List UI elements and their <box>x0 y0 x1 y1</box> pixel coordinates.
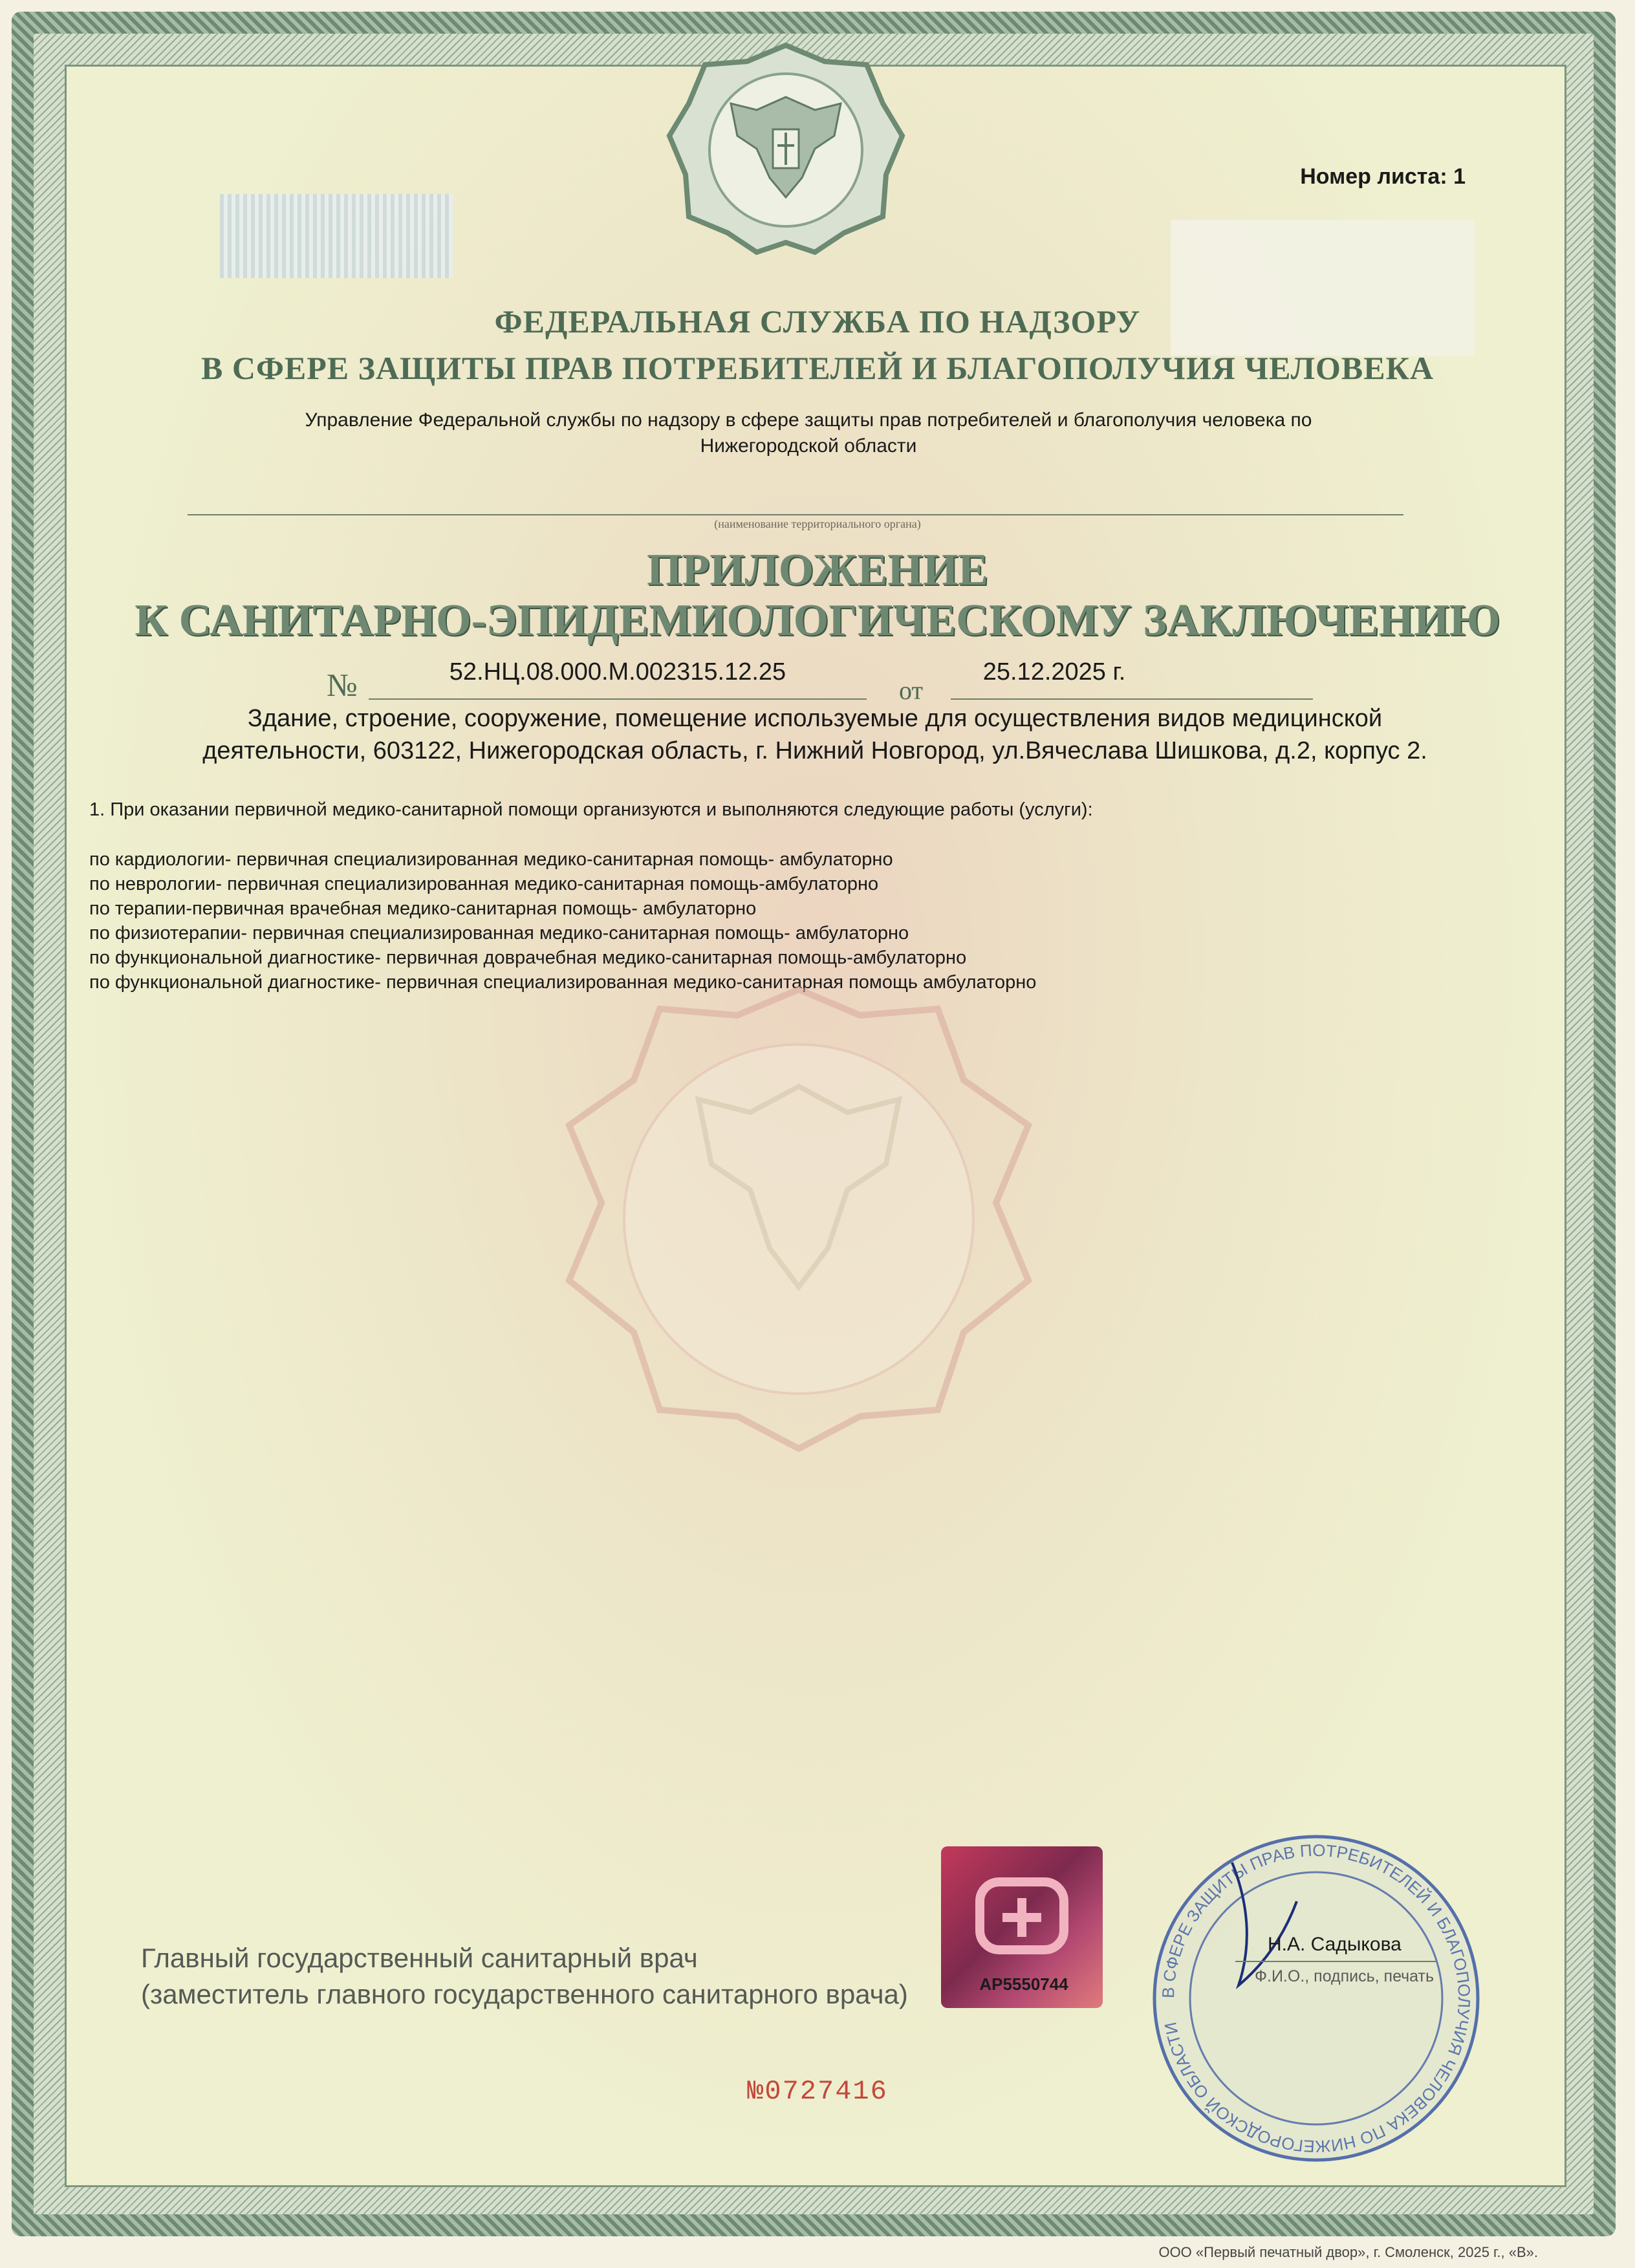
divider-line <box>188 514 1403 515</box>
document-title-line-1: ПРИЛОЖЕНИЕ <box>646 545 988 595</box>
list-item: по кардиологии- первичная специализированная медико-санитарная помощь- амбулаторно <box>89 849 893 870</box>
list-item: по функциональной диагностике- первичная специализированная медико-санитарная помощь амбулаторно <box>89 972 1037 993</box>
watermark-emblem <box>498 970 1099 1462</box>
number-underline <box>369 698 867 700</box>
seal-text: В СФЕРЕ ЗАЩИТЫ ПРАВ ПОТРЕБИТЕЛЕЙ И БЛАГОПОЛУЧИЯ ЧЕЛОВЕКА ПО НИЖЕГОРОДСКОЙ ОБЛАСТИ <box>1158 1840 1475 2157</box>
sheet-number: Номер листа: 1 <box>1300 164 1466 189</box>
form-serial-number: №0727416 <box>747 2076 888 2107</box>
signer-name: Н.А. Садыкова <box>1268 1934 1402 1955</box>
territorial-body-line-2: Нижегородской области <box>700 435 917 457</box>
territorial-body <box>194 407 1423 459</box>
document-title-line-2: К САНИТАРНО-ЭПИДЕМИОЛОГИЧЕСКОМУ ЗАКЛЮЧЕНИЮ <box>135 596 1500 645</box>
from-word: от <box>899 676 923 705</box>
building-line-2: деятельности, 603122, Нижегородская область, г. Нижний Новгород, ул.Вячеслава Шишкова, д.2, корпус 2. <box>202 737 1427 764</box>
chief-title-line-2: (заместитель главного государственного санитарного врача) <box>141 1979 908 2009</box>
chief-title-line-1: Главный государственный санитарный врач <box>141 1943 698 1973</box>
printer-note: ООО «Первый печатный двор», г. Смоленск, 2025 г., «В». <box>1158 2244 1538 2260</box>
territorial-body-line-1: Управление Федеральной службы по надзору в сфере защиты прав потребителей и благополучия человека по <box>305 409 1312 431</box>
list-item: по функциональной диагностике- первичная доврачебная медико-санитарная помощь-амбулаторно <box>89 947 967 968</box>
agency-name-line-1: ФЕДЕРАЛЬНАЯ СЛУЖБА ПО НАДЗОРУ <box>494 303 1141 340</box>
number-sign: № <box>327 667 358 703</box>
territorial-body-caption: (наименование территориального органа) <box>714 517 921 530</box>
building-description <box>84 702 1546 767</box>
coat-of-arms-emblem <box>660 39 912 259</box>
building-line-1: Здание, строение, сооружение, помещение используемые для осуществления видов медицинской <box>247 705 1383 732</box>
date-underline <box>951 698 1313 700</box>
list-item: по физиотерапии- первичная специализированная медико-санитарная помощь- амбулаторно <box>89 923 909 944</box>
conclusion-date: 25.12.2025 г. <box>982 658 1126 686</box>
signature-line <box>1235 1961 1436 1962</box>
agency-name-line-2: В СФЕРЕ ЗАЩИТЫ ПРАВ ПОТРЕБИТЕЛЕЙ И БЛАГОПОЛУЧИЯ ЧЕЛОВЕКА <box>201 350 1434 386</box>
chief-doctor-title <box>141 1940 908 2013</box>
list-item: по неврологии- первичная специализированная медико-санитарная помощь-амбулаторно <box>89 874 879 894</box>
list-item: по терапии-первичная врачебная медико-санитарная помощь- амбулаторно <box>89 898 757 919</box>
official-stamp <box>1142 1824 1491 2173</box>
signature-caption: Ф.И.О., подпись, печать <box>1255 1967 1435 1985</box>
hologram-code: АР5550744 <box>979 1974 1068 1994</box>
section-heading: 1. При оказании первичной медико-санитарной помощи организуются и выполняются следующие работы (услуги): <box>89 799 1093 820</box>
conclusion-number: 52.НЦ.08.000.М.002315.12.25 <box>449 658 786 686</box>
security-hologram-strip <box>220 194 453 278</box>
